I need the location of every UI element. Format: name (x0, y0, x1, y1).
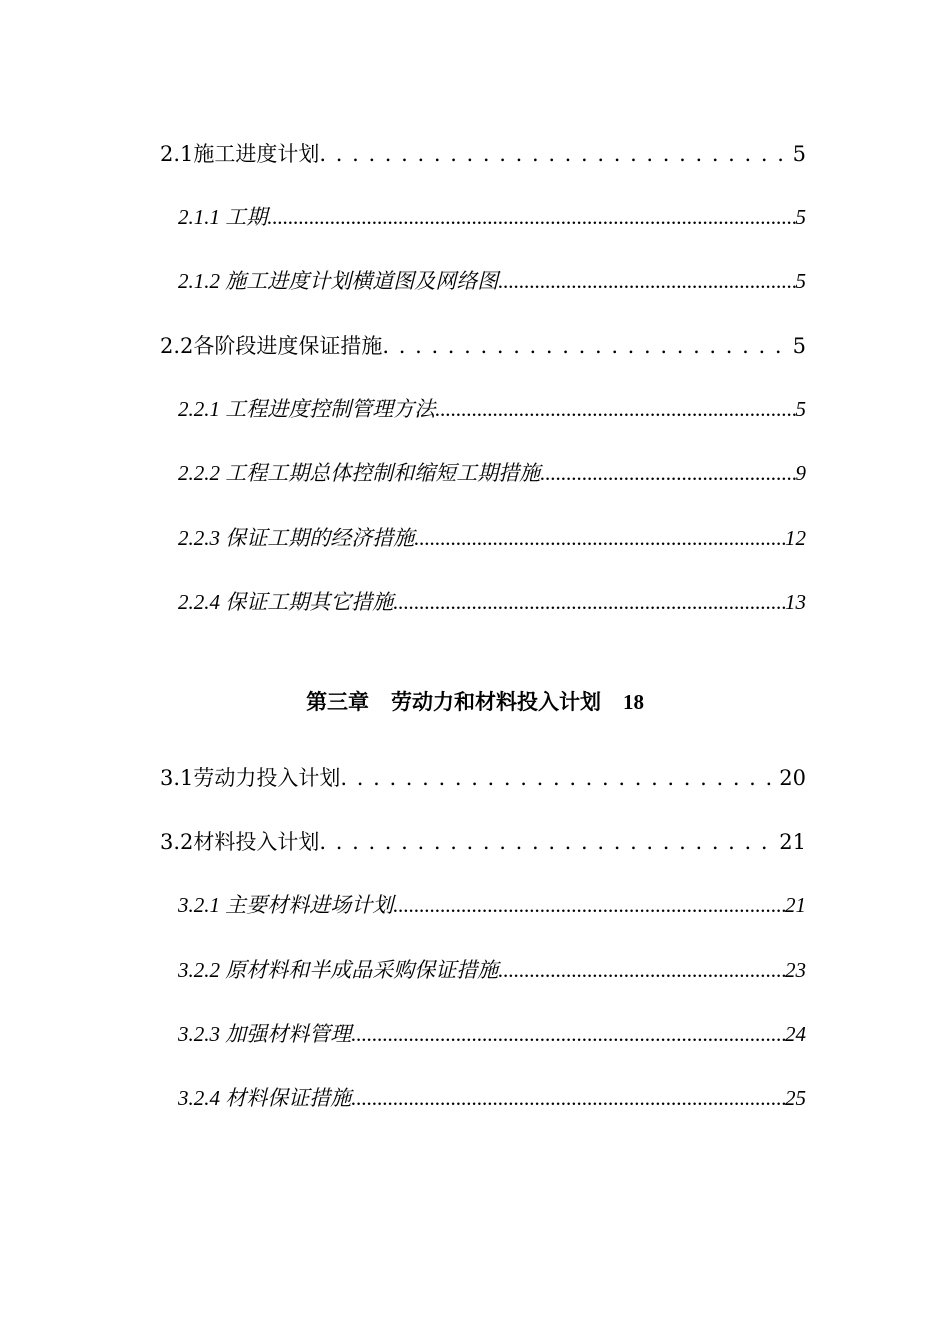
toc-label: 3.2.2 原材料和半成品采购保证措施 (178, 958, 499, 982)
toc-entry-3-1[interactable] (160, 762, 806, 792)
toc-page-number: 25 (785, 1086, 806, 1110)
toc-page-number: 21 (785, 893, 806, 917)
toc-page-number: 23 (785, 958, 806, 982)
chapter-title: 第三章 劳动力和材料投入计划 (306, 690, 601, 714)
toc-page-number: 5 (795, 269, 806, 293)
toc-entry-3-2-2[interactable] (178, 954, 806, 984)
toc-entry-3-2[interactable] (160, 826, 806, 856)
toc-label: 3.2.4 材料保证措施 (178, 1086, 352, 1110)
toc-label: 2.2.4 保证工期其它措施 (178, 590, 394, 614)
toc-page-number: 20 (779, 766, 806, 790)
dot-leader (319, 830, 779, 854)
toc-entry-2-2-3[interactable] (178, 522, 806, 552)
dot-leader (319, 142, 792, 166)
toc-entry-2-1-1[interactable] (178, 201, 806, 231)
dot-leader (382, 334, 792, 358)
toc-page-number: 5 (792, 142, 806, 166)
toc-page-number: 12 (785, 526, 806, 550)
toc-page-number: 5 (795, 397, 806, 421)
toc-page-number: 21 (779, 830, 806, 854)
toc-entry-3-2-4[interactable] (178, 1082, 806, 1112)
toc-label: 3.2材料投入计划 (160, 830, 320, 854)
toc-label: 2.1.1 工期 (178, 205, 268, 229)
chapter-page-number: 18 (622, 690, 644, 714)
toc-entry-2-1-2[interactable] (178, 265, 806, 295)
dot-leader (393, 893, 785, 918)
toc-label: 2.1施工进度计划 (160, 142, 320, 166)
toc-label: 2.2.2 工程工期总体控制和缩短工期措施 (178, 461, 541, 485)
dot-leader (414, 526, 785, 551)
dot-leader (498, 269, 795, 294)
toc-label: 3.1劳动力投入计划 (160, 766, 341, 790)
toc-label: 2.1.2 施工进度计划横道图及网络图 (178, 269, 499, 293)
dot-leader (351, 1022, 785, 1047)
dot-leader (435, 397, 795, 422)
toc-label: 2.2.3 保证工期的经济措施 (178, 526, 415, 550)
dot-leader (340, 766, 779, 790)
dot-leader (351, 1086, 785, 1111)
toc-entry-2-2-2[interactable] (178, 457, 806, 487)
toc-label: 2.2各阶段进度保证措施 (160, 334, 383, 358)
dot-leader (498, 958, 785, 983)
toc-entry-2-2[interactable] (160, 330, 806, 360)
toc-entry-2-2-4[interactable] (178, 586, 806, 616)
toc-page-number: 5 (792, 334, 806, 358)
toc-entry-3-2-3[interactable] (178, 1018, 806, 1048)
toc-label: 3.2.1 主要材料进场计划 (178, 893, 394, 917)
toc-page-number: 13 (785, 590, 806, 614)
toc-page-number: 24 (785, 1022, 806, 1046)
toc-entry-2-2-1[interactable] (178, 393, 806, 423)
toc-chapter-heading[interactable] (0, 686, 950, 716)
toc-label: 3.2.3 加强材料管理 (178, 1022, 352, 1046)
dot-leader (540, 461, 795, 486)
dot-leader (393, 590, 785, 615)
toc-label: 2.2.1 工程进度控制管理方法 (178, 397, 436, 421)
toc-page-number: 5 (795, 205, 806, 229)
toc-page-number: 9 (795, 461, 806, 485)
toc-entry-3-2-1[interactable] (178, 889, 806, 919)
dot-leader (267, 205, 795, 230)
toc-entry-2-1[interactable] (160, 138, 806, 168)
